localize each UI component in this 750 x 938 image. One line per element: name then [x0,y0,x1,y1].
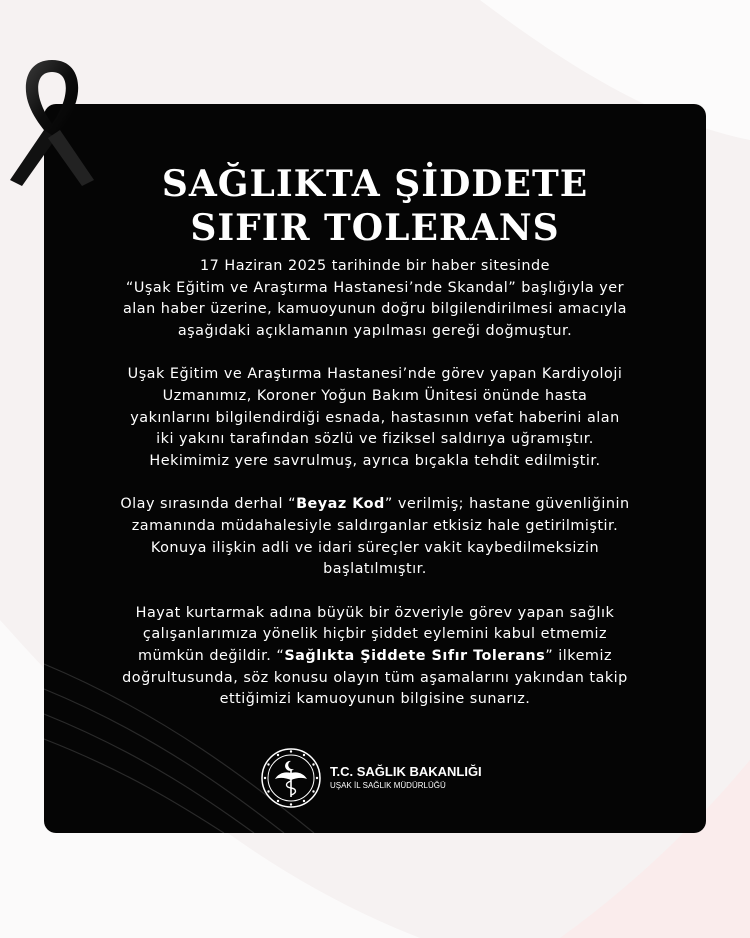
p3-line-1-post: ” verilmiş; hastane güvenliğinin [384,496,630,513]
p4-line-5: ettiğimizi kamuoyunun bilgisine sunarız. [219,691,531,708]
p4-line-2: çalışanlarımıza yönelik hiçbir şiddet eylemini kabul etmemiz [142,626,608,643]
p1-line-3: alan haber üzerine, kamuoyunun doğru bilgilendirilmesi amacıyla [122,301,628,318]
p2-line-3: yakınlarını bilgilendirdiği esnada, hastasının vefat haberini alan [130,409,620,426]
p1-line-2: “Uşak Eğitim ve Araştırma Hastanesi’nde Skandal” başlığıyla yer [125,279,625,296]
p4-line-3-pre: mümkün değildir. “ [137,647,285,664]
beyaz-kod-emphasis: Beyaz Kod [296,496,385,513]
page-title [44,162,706,250]
p2-line-2: Uzmanımız, Koroner Yoğun Bakım Ünitesi önünde hasta [162,387,588,404]
ministry-subtitle: UŞAK İL SAĞLIK MÜDÜRLÜĞÜ [330,781,446,790]
p4-line-3-post: ” ilkemiz [545,647,613,664]
title-line-2: SIFIR TOLERANS [190,207,560,250]
p2-line-1: Uşak Eğitim ve Araştırma Hastanesi’nde görev yapan Kardiyoloji [127,366,623,383]
paragraph-1 [84,256,666,342]
paragraph-3 [84,494,666,580]
ministry-name: T.C. SAĞLIK BAKANLIĞI [330,764,482,779]
p1-line-4: aşağıdaki açıklamanın yapılması gereği doğmuştur. [177,322,573,339]
p4-line-1: Hayat kurtarmak adına büyük bir özveriyle görev yapan sağlık [135,604,615,621]
title-line-1: SAĞLIKTA ŞİDDETE [161,163,589,206]
p3-line-2: zamanında müdahalesiyle saldırganlar etkisiz hale getirilmiştir. [131,517,619,534]
announcement-card [44,104,706,833]
p3-line-1-pre: Olay sırasında derhal “ [120,496,297,513]
p4-line-4: doğrultusunda, söz konusu olayın tüm aşamalarını yakından takip [122,669,628,686]
statement-body [84,256,666,733]
ministry-of-health-emblem-icon [260,747,322,809]
p2-line-5: Hekimimiz yere savrulmuş, ayrıca bıçakla tehdit edilmiştir. [149,452,601,469]
paragraph-4 [84,603,666,711]
slogan-emphasis: Sağlıkta Şiddete Sıfır Tolerans [284,647,546,664]
ministry-logo [260,747,500,807]
mourning-ribbon-icon [6,56,98,192]
p3-line-3: Konuya ilişkin adli ve idari süreçler vakit kaybedilmeksizin [150,539,600,556]
p2-line-4: iki yakını tarafından sözlü ve fiziksel saldırıya uğramıştır. [156,431,594,448]
paragraph-2 [84,364,666,472]
p3-line-4: başlatılmıştır. [323,561,427,578]
p1-line-1: 17 Haziran 2025 tarihinde bir haber sitesinde [199,258,551,274]
